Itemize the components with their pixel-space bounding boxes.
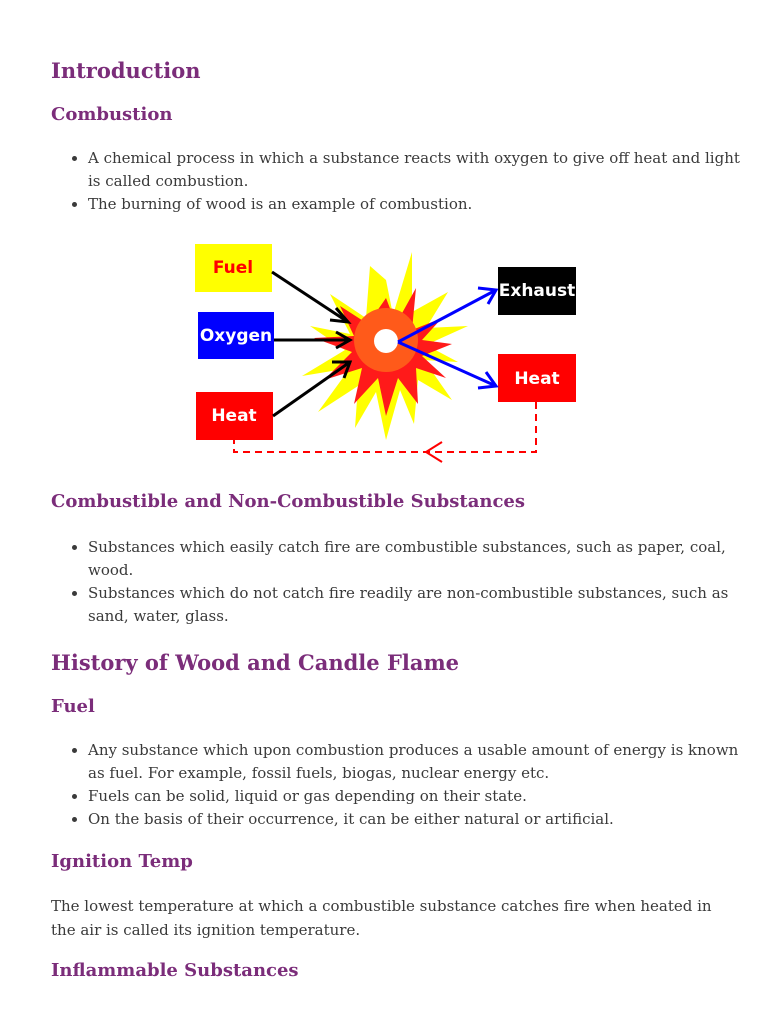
list-item: • Fuels can be solid, liquid or gas depending on their state. — [88, 785, 758, 808]
heat-out-label: Heat — [514, 369, 560, 389]
heading-history: History of Wood and Candle Flame — [51, 650, 460, 675]
list-item: • Any substance which upon combustion produces a usable amount of energy is known as fuel. For example, fossil fuels, biogas, nuclear energy etc. — [88, 739, 758, 785]
list-item: • The burning of wood is an example of combustion. — [88, 193, 748, 216]
ignition-paragraph: The lowest temperature at which a combustible substance catches fire when heated in the air is called its ignition temperature. — [51, 897, 712, 939]
list-item: • A chemical process in which a substance reacts with oxygen to give off heat and light is called combustion. — [88, 147, 748, 193]
combustion-list — [51, 147, 748, 216]
list-item: • Substances which easily catch fire are combustible substances, such as paper, coal, wood. — [88, 536, 748, 582]
heat-in-label: Heat — [211, 406, 257, 426]
exhaust-label: Exhaust — [498, 281, 576, 301]
heading-introduction: Introduction — [51, 58, 201, 83]
heading-fuel: Fuel — [51, 696, 95, 717]
heading-combustion: Combustion — [51, 104, 173, 125]
fuel-list — [51, 739, 758, 831]
heading-combustible: Combustible and Non-Combustible Substances — [51, 491, 525, 512]
combustible-list — [51, 536, 748, 628]
heading-ignition: Ignition Temp — [51, 851, 193, 872]
heading-inflammable: Inflammable Substances — [51, 960, 299, 981]
combustion-diagram — [190, 240, 582, 468]
explosion-icon — [302, 252, 468, 440]
list-item: • On the basis of their occurrence, it can be either natural or artificial. — [88, 808, 758, 831]
list-item: • Substances which do not catch fire readily are non-combustible substances, such as sand, water, glass. — [88, 582, 748, 628]
fuel-label: Fuel — [212, 258, 254, 278]
oxygen-label: Oxygen — [199, 326, 273, 346]
